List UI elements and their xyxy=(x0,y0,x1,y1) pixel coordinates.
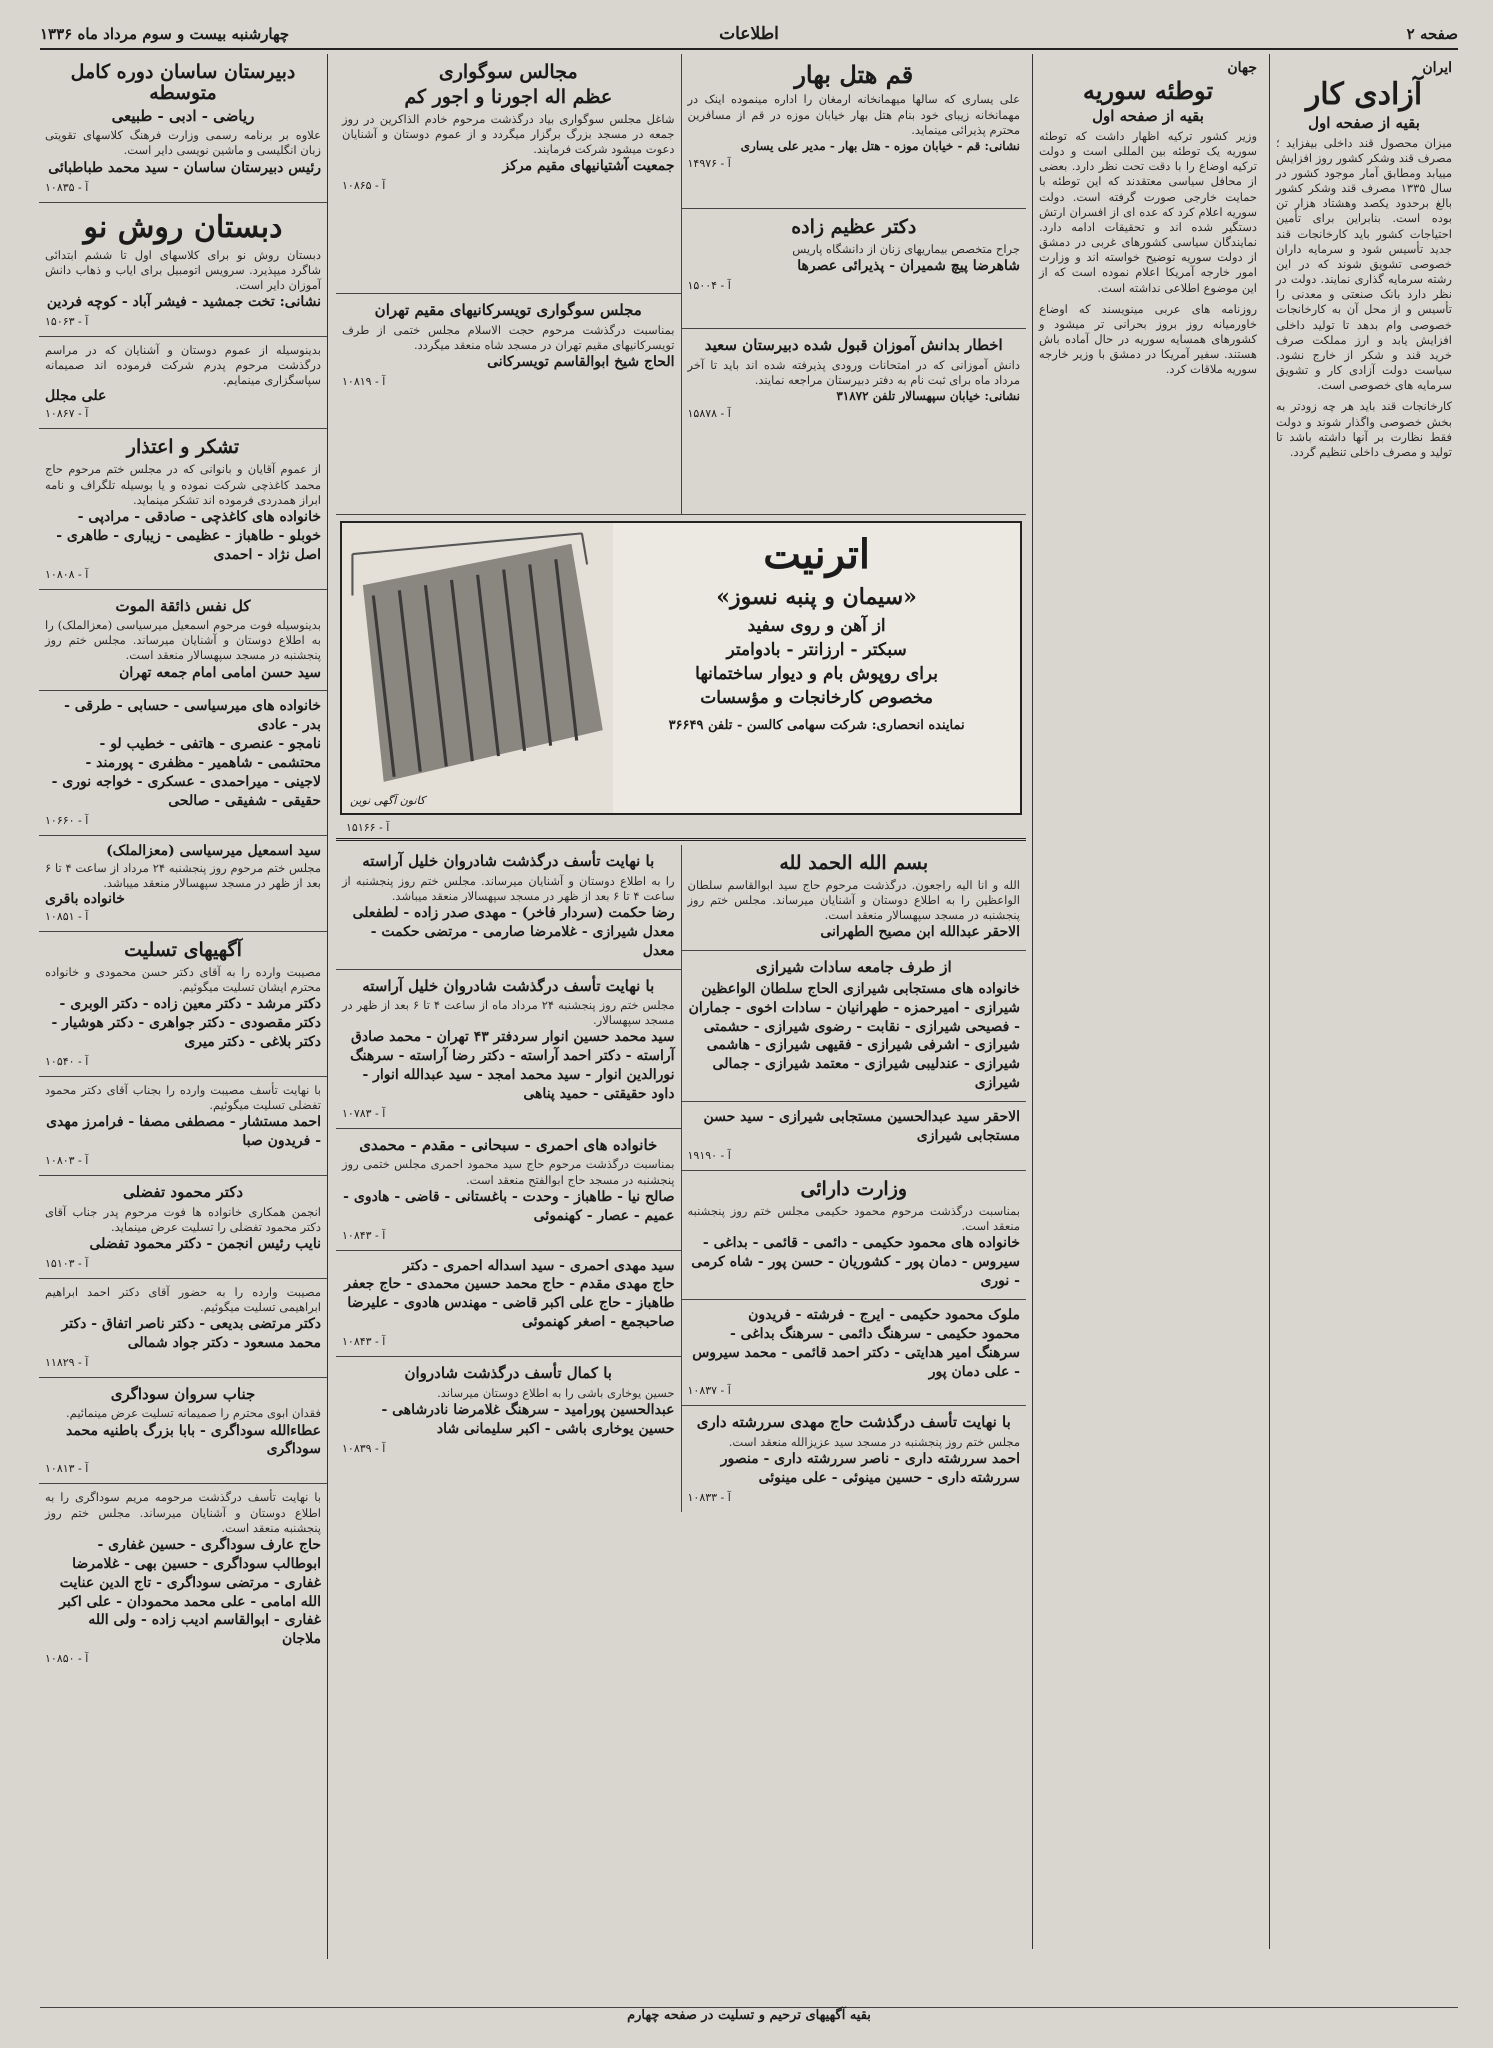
obituary-ref: آ - ۱۰۸۳۹ xyxy=(342,1441,386,1455)
condolence-ref: آ - ۱۰۸۰۳ xyxy=(45,1154,89,1168)
school-headline: دبیرستان ساسان دوره کامل متوسطه xyxy=(70,61,296,104)
obituary-ref: آ - ۱۰۸۵۱ xyxy=(45,910,89,923)
ad-line: سبکتر - ارزانتر - بادوامتر xyxy=(726,640,907,660)
condolence-signature: عطاءالله سوداگری - بابا بزرگ باطنیه محمد سوداگری xyxy=(66,1422,321,1458)
obituary-headline: خانواده های احمری - سبحانی - مقدم - محمدی xyxy=(359,1135,658,1154)
condolence-ref: آ - ۱۰۸۱۳ xyxy=(45,1462,89,1476)
obituary-body: بمناسبت درگذشت مرحوم حاج سید محمود احمری مجلس ختمی روز پنجشنبه در مسجد حاج ابوالفتح منعقد است. xyxy=(342,1157,675,1187)
mourning-ref: آ - ۱۰۸۶۵ xyxy=(342,179,386,193)
notice-signature: علی مجلل xyxy=(45,388,107,405)
notice-body: بدینوسیله از عموم دوستان و آشنایان که در مراسم درگذشت مرحوم پدرم شرکت فرموده اند صمیمانه سپاسگزاری مینمایم. xyxy=(45,342,321,388)
ad-text-area xyxy=(613,523,1020,813)
obituary-headline: بسم الله الحمد لله xyxy=(779,852,929,874)
obituary-body: بمناسبت درگذشت مرحوم محمود حکیمی مجلس ختم روز پنجشنبه منعقد است. xyxy=(687,1203,1020,1233)
ad-brand: اترنیت xyxy=(763,531,870,578)
condolence-names: احمد مستشار - مصطفی مصفا - فرامرز مهدی - فریدون صبا xyxy=(46,1114,321,1150)
ad-address: نشانی: قم - خیابان موزه - هتل بهار - مدیر علی یساری xyxy=(740,138,1020,153)
obituary-body: با نهایت تأسف درگذشت مرحومه مریم سوداگری را به اطلاع دوستان و آشنایان میرساند. مجلس ختم روز پنجشنبه منعقد است. xyxy=(45,1490,321,1535)
obituary-body: مجلس ختم روز پنجشنبه ۲۴ مرداد ماه از ساعت ۴ تا ۶ بعد از ظهر در مسجد سپهسالار. xyxy=(342,998,675,1028)
obituary-headline: وزارت دارائی xyxy=(800,1177,908,1200)
section-label-iran: ایران xyxy=(1422,60,1452,76)
school-body: دبستان روش نو برای کلاسهای اول تا ششم ابتدائی شاگرد میپذیرد. سرویس اتومبیل برای ایاب و ذهاب دانش آموزان دایر است. xyxy=(45,247,321,292)
obituary-body: مجلس ختم روز پنجشنبه در مسجد سید عزیزالله منعقد است. xyxy=(728,1434,1020,1449)
condolence-headline: جناب سروان سوداگری xyxy=(110,1384,256,1403)
obituary-headline: با نهایت تأسف درگذشت شادروان خلیل آراسته xyxy=(362,852,655,870)
obituary-headline: ملوک محمود حکیمی - ایرج - فرشته - فریدون xyxy=(748,1306,1020,1323)
condolence-ref: آ - ۱۰۵۴۰ xyxy=(45,1054,89,1068)
thanks-headline: تشکر و اعتذار xyxy=(126,436,240,459)
masthead xyxy=(40,20,1458,50)
condolence-ref: آ - ۱۵۱۰۳ xyxy=(45,1256,89,1270)
obituary-ref: آ - ۱۰۶۶۰ xyxy=(45,813,89,827)
obituaries-column-right xyxy=(681,845,1027,1512)
obituary-body: مجلس ختم مرحوم روز پنجشنبه ۲۴ مرداد از ساعت ۴ تا ۶ بعد از ظهر در مسجد سپهسالار منعقد میباشد. xyxy=(45,860,322,890)
obituary-names: صالح نیا - طاهباز - وحدت - باغستانی - قاضی - هادوی - عمیم - عصار - کهنموئی xyxy=(343,1188,675,1224)
ad-body: جراح متخصص بیماریهای زنان از دانشگاه پاریس xyxy=(792,241,1020,256)
article-body: وزیر کشور ترکیه اظهار داشت که توطئه سوریه یک توطئه بین المللی است و دولت ترکیه اوضاع را با دقت تحت نظر دارد. بعضی از محافل سیاسی معتقدند که این توطئه با حمایت خارجی صورت گرفته است. دولت سوریه اعلام کرد که عده ای از افسران ارتش دستگیر شده اند و تحقیقات ادامه دارد. نمایندگان سیاسی کشورهای غربی در دمشق از دولت سوریه توضیح خواسته اند و وزارت امور خارجه آمریکا اعلام نموده است که از این موضوع اطلاعی نداشته است. xyxy=(1039,128,1257,295)
obituary-names: خانواده های محمود حکیمی - دائمی - قائمی - بداغی - سیروس - دمان پور - کشوریان - حسن پور - شاه کرمی - نوری xyxy=(691,1235,1020,1289)
obituary-ref: آ - ۱۰۸۴۳ xyxy=(342,1228,386,1242)
continued-notice: بقیه آگهیهای ترحیم و تسلیت در صفحه چهارم xyxy=(40,2007,1458,2030)
iran-column xyxy=(1269,54,1458,1949)
ads-column-left xyxy=(336,54,681,514)
roof-sheet-icon xyxy=(342,523,613,813)
article-headline: توطئه سوریه xyxy=(1082,76,1214,105)
obituary-names: حاج مهدی مقدم - حاج محمد حسین محمدی - حاج جعفر طاهباز - حاج علی اکبر قاضی - مهندس هادوی - علیرضا صاحبجمع - اصغر کهنموئی xyxy=(344,1276,675,1331)
ad-ref: آ - ۱۵۸۷۸ xyxy=(687,407,731,421)
thanks-ref: آ - ۱۰۸۰۸ xyxy=(45,567,89,581)
obituary-headline: سید اسمعیل میرسیاسی (معزالملک) xyxy=(106,842,321,859)
obituary-names: احمد سررشته داری - ناصر سررشته داری - منصور سررشته داری - حسین مینوئی - علی مینوئی xyxy=(720,1451,1020,1486)
thanks-names: خانواده های کاغذچی - صادقی - مرادپی - خوبلو - طاهباز - عظیمی - زیباری - طاهری - اصل نژاد - احمدی xyxy=(56,508,321,563)
paper-title: اطلاعات xyxy=(719,24,779,44)
obituary-names: خانواده های مستجابی شیرازی الحاج سلطان الواعظین شیرازی - امیرحمزه - طهرانیان - سادات اخوی - جماران - فصیحی شیرازی - نقابت - رضوی شیرازی - حشمتی شیرازی - اشرفی شیرازی - فقیهی شیرازی - هاشمی شیرازی - عندلیبی شیرازی - معتمد شیرازی - جمالی شیرازی xyxy=(688,980,1020,1092)
obituary-headline: خانواده های میرسیاسی - حسابی - طرقی - بدر - عادی xyxy=(64,698,321,734)
obituary-ref: آ - ۱۰۸۴۳ xyxy=(342,1335,386,1349)
obituary-headline: کل نفس ذائقة الموت xyxy=(115,596,251,615)
issue-date: چهارشنبه بیست و سوم مرداد ماه ۱۳۳۶ xyxy=(40,25,290,43)
condolence-headline: دکتر محمود تفضلی xyxy=(122,1183,244,1202)
obituary-body: را به اطلاع دوستان و آشنایان میرساند. مجلس ختم روز پنجشنبه از ساعت ۴ تا ۶ بعد از ظهر در مسجد سپهسالار منعقد میباشد. xyxy=(342,873,675,903)
ad-agency: کانون آگهی نوین xyxy=(350,794,426,807)
school-headline: دبستان روش نو xyxy=(83,209,283,245)
obituary-headline: با نهایت تأسف درگذشت شادروان خلیل آراسته xyxy=(362,976,655,995)
ad-line: مخصوص کارخانجات و مؤسسات xyxy=(700,688,933,708)
ad-headline: دکتر عظیم زاده xyxy=(791,216,917,238)
obituary-signature: خانواده باقری xyxy=(45,891,125,907)
ad-line: از آهن و روی سفید xyxy=(747,616,886,636)
ad-address: نشانی: خیابان سپهسالار تلفن ۳۱۸۷۲ xyxy=(836,388,1020,403)
ad-headline: اخطار بدانش آموزان قبول شده دبیرستان سعید xyxy=(704,336,1003,354)
mourning-headline: مجلس سوگواری تویسرکانیهای مقیم تهران xyxy=(374,301,642,319)
article-continued-note: بقیه از صفحه اول xyxy=(1092,107,1204,126)
condolence-headline: آگهیهای تسلیت xyxy=(124,939,242,961)
eternit-advertisement xyxy=(340,521,1022,815)
obituary-names: الاحقر سید عبدالحسین مستجابی شیرازی - سید حسن مستجابی شیرازی xyxy=(703,1109,1020,1145)
ads-column-right xyxy=(681,54,1027,514)
obituary-headline: سید مهدی احمری - سید اسداله احمری - دکتر xyxy=(402,1257,675,1274)
condolence-ref: آ - ۱۱۸۲۹ xyxy=(45,1355,89,1369)
mourning-body: شاغل مجلس سوگواری بیاد درگذشت مرحوم خادم الذاکرین در روز جمعه در مسجد بزرگ برگزار میگردد و از عموم دوستان و آشنایان دعوت میشود شرکت فرمایند. xyxy=(342,111,675,157)
ad-headline: قم هتل بهار xyxy=(794,60,914,89)
article-continued-note: بقیه از صفحه اول xyxy=(1308,114,1420,132)
obituary-ref: آ - ۱۰۸۵۰ xyxy=(45,1652,89,1666)
ad-body: علی یساری که سالها میهمانخانه ارمغان را اداره مینموده اینک در مهمانخانه زیبای خود بنام هتل بهار خیابان موزه در قم از مسافرین محترم پذیرائی مینماید. xyxy=(687,92,1020,137)
thanks-body: از عموم آقایان و بانوانی که در مجلس ختم مرحوم حاج محمد کاغذچی شرکت نموده و یا بوسیله تلگراف و نامه ابراز همدردی فرموده اند تشکر مینماید. xyxy=(45,462,321,507)
obituary-headline: با نهایت تأسف درگذشت حاج مهدی سررشته داری xyxy=(696,1413,1011,1432)
article-body-continued: کارخانجات قند باید هر چه زودتر به بخش خصوصی واگذار شوند و دولت فقط نظارت بر آنها داشته باشد تا تولید و مصرف داخلی تنظیم گردد. xyxy=(1276,399,1452,459)
condolence-body: با نهایت تأسف مصیبت وارده را بجناب آقای دکتر محمود تفضلی تسلیت میگوئیم. xyxy=(45,1082,321,1113)
middle-section xyxy=(336,54,1026,1959)
obituary-body: بدینوسیله فوت مرحوم اسمعیل میرسیاسی (معزالملک) را به اطلاع دوستان و آشنایان میرساند. مجلس ختم روز پنجشنبه در مسجد سپهسالار منعقد است. xyxy=(45,618,321,663)
ad-ref: آ - ۱۴۹۷۶ xyxy=(687,157,731,171)
ad-phone: نماینده انحصاری: شرکت سهامی کالسن - تلفن ۳۶۶۴۹ xyxy=(668,718,965,733)
mourning-subheadline: عظم اله اجورنا و اجور کم xyxy=(404,85,613,108)
ad-address: شاهرضا پیچ شمیران - پذیرائی عصرها xyxy=(797,258,1020,275)
newspaper-page xyxy=(40,20,1458,2030)
obituaries-section xyxy=(336,845,1026,1512)
ad-line: برای روپوش بام و دیوار ساختمانها xyxy=(695,664,939,684)
left-ads-column xyxy=(39,54,328,1959)
condolence-names: دکتر مرتضی بدیعی - دکتر ناصر اتفاق - دکتر محمد مسعود - دکتر جواد شمالی xyxy=(61,1316,321,1351)
obituary-headline: با کمال تأسف درگذشت شادروان xyxy=(404,1364,612,1383)
obituaries-column-left xyxy=(336,845,681,1512)
article-body-continued: روزنامه های عربی مینویسند که اوضاع خاورمیانه روز بروز بحرانی تر میشود و کشورهای همسایه سوریه در حال آماده باش هستند. سفیر آمریکا در دمشق با وزیر خارجه سوریه ملاقات کرد. xyxy=(1039,301,1257,377)
notice-ref: آ - ۱۰۸۶۷ xyxy=(45,407,89,421)
obituary-names: سید محمد حسین انوار سردفتر ۴۳ تهران - محمد صادق آراسته - دکتر احمد آراسته - دکتر رضا آراسته - سرهنگ نورالدین انوار - سید محمد امجد - سید عبدالله انوار - داود حقیقتی - حمید پناهی xyxy=(350,1029,675,1103)
school-signature: رئیس دبیرستان ساسان - سید محمد طباطبائی xyxy=(48,159,321,176)
mourning-headline: مجالس سوگواری xyxy=(438,61,578,83)
ad-body: دانش آموزانی که در امتحانات ورودی پذیرفته شده اند باید تا آخر مرداد ماه برای ثبت نام به دفتر دبیرستان مراجعه نمایند. xyxy=(687,357,1020,387)
ad-ref: آ - ۱۵۱۶۶ xyxy=(346,821,390,834)
obituary-names: نامجو - عنصری - هاتفی - خطیب لو - محتشمی - شاهمیر - مظفری - پورمند - لاجینی - میراحمدی - عسکری - خواجه نوری - حقیقی - شفیقی - صالحی xyxy=(51,736,321,809)
mourning-signature: جمعیت آشتیانیهای مقیم مرکز xyxy=(502,158,675,175)
condolence-body: مصیبت وارده را به آقای دکتر حسن محمودی و خانواده محترم ایشان تسلیت میگوئیم. xyxy=(45,964,321,995)
mourning-signature: الحاج شیخ ابوالقاسم تویسرکانی xyxy=(487,353,675,370)
condolence-body: مصیبت وارده را به حضور آقای دکتر احمد ابراهیم ابراهیمی تسلیت میگوئیم. xyxy=(45,1284,321,1314)
obituary-ref: آ - ۱۹۱۹۰ xyxy=(687,1148,731,1162)
obituary-ref: آ - ۱۰۸۳۳ xyxy=(687,1490,731,1504)
world-column xyxy=(1032,54,1263,1949)
mourning-body: بمناسبت درگذشت مرحوم حجت الاسلام مجلس ختمی از طرف تویسرکانیهای مقیم تهران در مسجد شاه منعقد میگردد. xyxy=(342,322,675,352)
condolence-names: نایب رئیس انجمن - دکتر محمود تفضلی xyxy=(89,1235,321,1252)
article-headline: آزادی کار xyxy=(1305,77,1423,112)
mourning-ref: آ - ۱۰۸۱۹ xyxy=(342,374,386,388)
school-address: نشانی: تخت جمشید - فیشر آباد - کوچه فردین xyxy=(46,294,321,311)
obituary-names: رضا حکمت (سردار فاخر) - مهدی صدر زاده - لطفعلی معدل شیرازی - غلامرضا صارمی - مرتضی حکمت - معدل xyxy=(352,904,675,959)
obituary-body: حسین یوخاری باشی را به اطلاع دوستان میرساند. xyxy=(437,1385,675,1400)
obituary-ref: آ - ۱۰۸۳۷ xyxy=(687,1384,731,1398)
school-subheadline: ریاضی - ادبی - طبیعی xyxy=(111,106,255,125)
obituary-ref: آ - ۱۰۷۸۳ xyxy=(342,1106,386,1120)
school-body: علاوه بر برنامه رسمی وزارت فرهنگ کلاسهای تقویتی زبان انگلیسی و ماشین نویسی دایر است. xyxy=(45,128,321,158)
middle-top-ads xyxy=(336,54,1026,515)
condolence-body: انجمن همکاری خانواده ها فوت مرحوم پدر جناب آقای دکتر محمود تفضلی را تسلیت عرض مینماید. xyxy=(45,1204,321,1234)
condolence-body: فقدان ابوی محترم را صمیمانه تسلیت عرض مینمائیم. xyxy=(66,1406,321,1421)
school-ref: آ - ۱۰۸۳۵ xyxy=(45,180,89,194)
school-ref: آ - ۱۵۰۶۳ xyxy=(45,314,89,328)
obituary-names: حاج عارف سوداگری - حسین غفاری - ابوطالب سوداگری - حسین بهی - غلامرضا غفاری - مرتضی سوداگری - تاج الدین عنایت الله امامی - علی محمد محمودان - علی اکبر غفاری - ابوالقاسم ادیب زاده - ولی الله ملاجان xyxy=(59,1536,321,1648)
obituary-names: الاحقر عبدالله ابن مصیح الطهرانی xyxy=(820,924,1020,941)
obituary-names: محمود حکیمی - سرهنگ دائمی - سرهنگ بداغی - سرهنگ امیر هدایتی - دکتر احمد قائمی - محمد سیروس - علی دمان پور xyxy=(692,1325,1020,1380)
page-number: صفحه ۲ xyxy=(1406,25,1458,43)
ad-ref: آ - ۱۵۰۰۴ xyxy=(687,278,731,292)
obituary-headline: از طرف جامعه سادات شیرازی xyxy=(755,958,952,977)
obituary-names: سید حسن امامی امام جمعه تهران xyxy=(119,664,321,681)
obituary-body: الله و انا الیه راجعون. درگذشت مرحوم حاج سید ابوالقاسم سلطان الواعظین را به اطلاع دوستان و آشنایان میرساند. مجلس ختم روز پنجشنبه در مسجد سپهسالار منعقد است. xyxy=(687,877,1020,923)
article-body: میزان محصول قند داخلی بیفزاید ؛ مصرف قند وشکر کشور روز افزایش مییابد ومطابق آمار موجود کشور در سال ۱۳۳۵ مصرف قند وشکر کشور بالغ برحدود یکصد وهشتاد هزار تن بوده است. بنابراین برای تأمین احتیاجات کشور باید کارخانجات قند جدید تأسیس شود و سرمایه داران خصوصی تشویق شوند که در این رشته سرمایه گذاری نمایند. دولت در نظر دارد بانک صنعتی و معدنی را تأسیس و از محل آن به کارخانجات خصوصی وام بدهد تا تولید داخلی افزایش یابد و ارز مملکت صرف خرید قند و شکر از خارج نشود. سیاست دولت آزادی کار و تشویق سرمایه های خصوصی است. xyxy=(1276,135,1453,393)
corrugated-roof-illustration xyxy=(342,523,613,813)
section-label-world: جهان xyxy=(1227,60,1257,76)
condolence-names: دکتر مرشد - دکتر معین زاده - دکتر الوبری - دکتر مقصودی - دکتر جواهری - دکتر هوشیار - دکتر بلاغی - دکتر میری xyxy=(51,996,321,1051)
obituary-names: عبدالحسین پورامید - سرهنگ غلامرضا نادرشاهی - حسین یوخاری باشی - اکبر سلیمانی شاد xyxy=(381,1401,675,1437)
ad-brand-sub: «سیمان و پنبه نسوز» xyxy=(716,584,917,610)
